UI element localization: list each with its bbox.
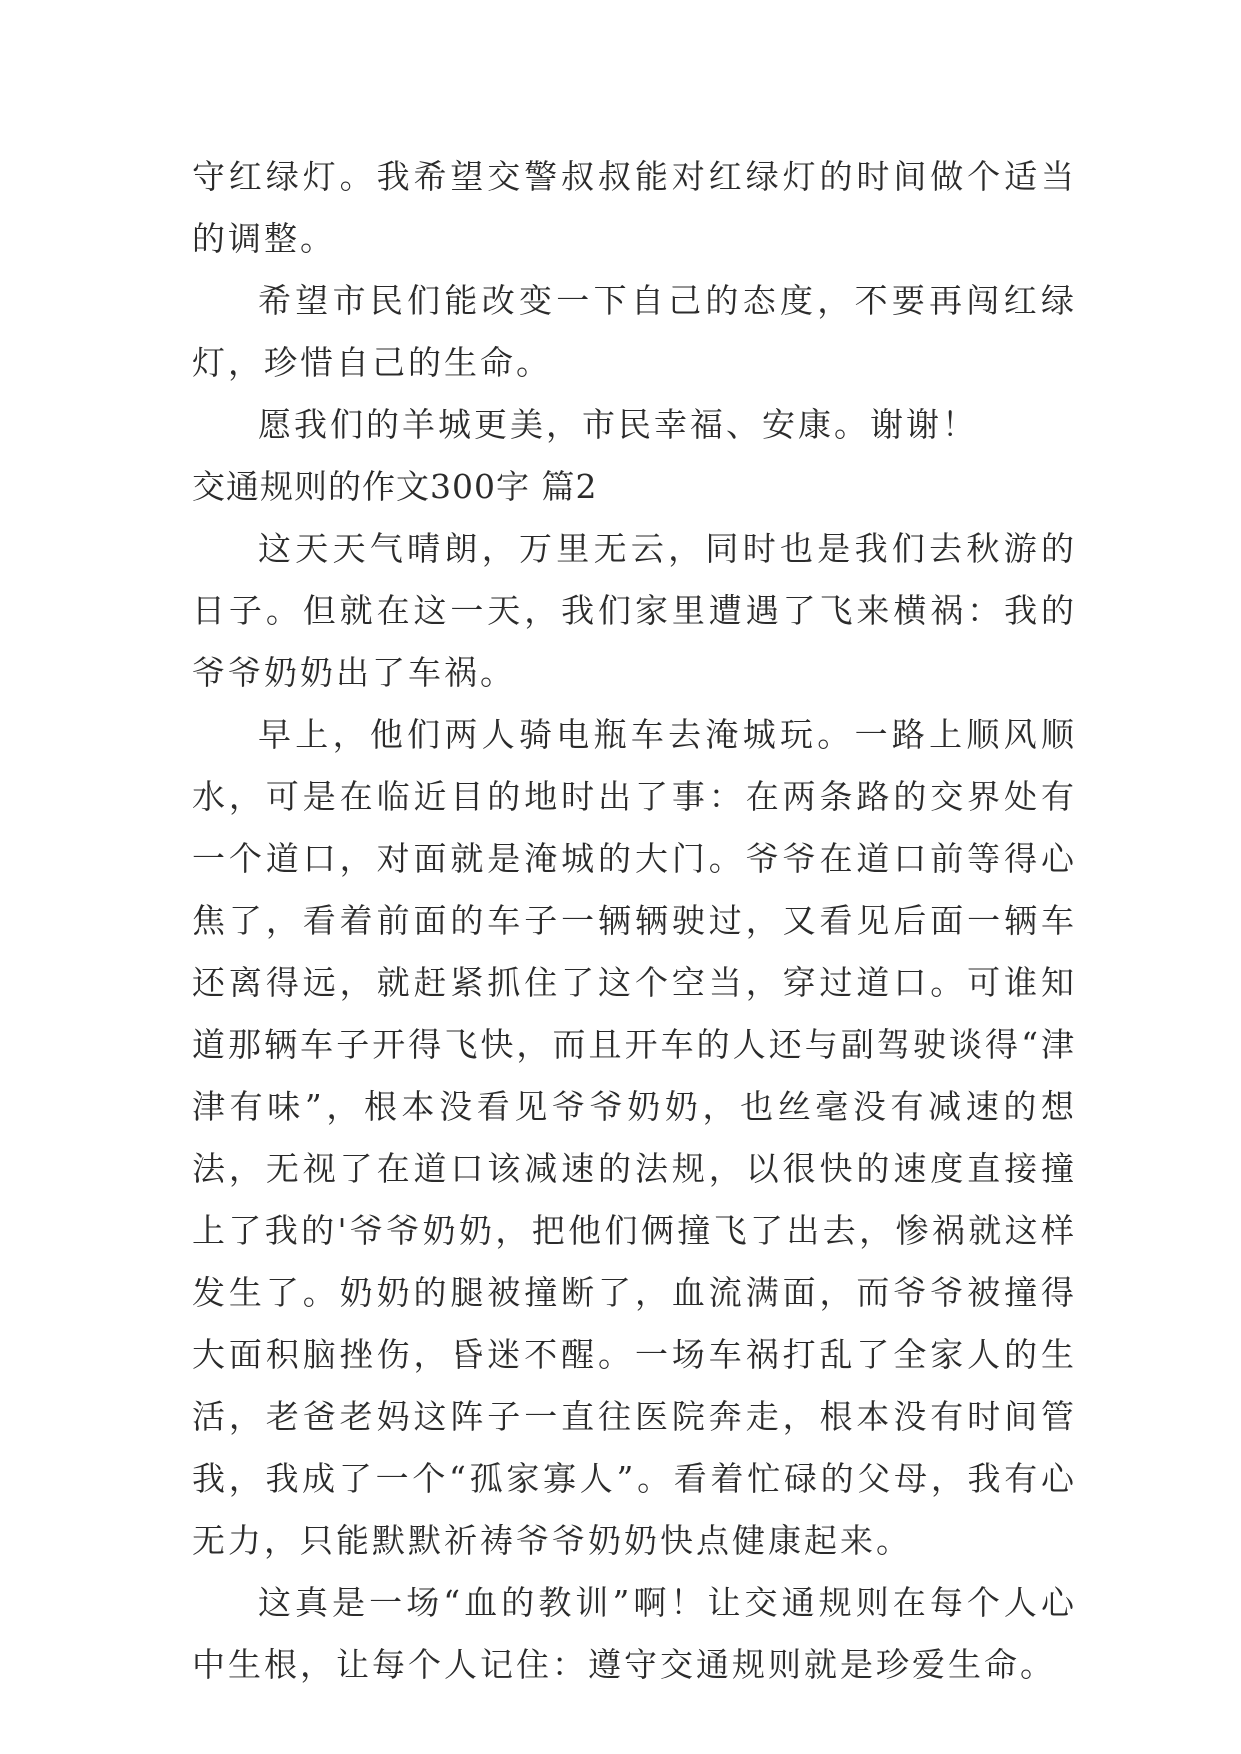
paragraph-continuation: 守红绿灯。我希望交警叔叔能对红绿灯的时间做个适当的调整。: [192, 157, 1077, 258]
section-heading: 交通规则的作文300字 篇2: [192, 467, 598, 506]
paragraph-accident: 早上，他们两人骑电瓶车去淹城玩。一路上顺风顺水，可是在临近目的地时出了事：在两条路的交界处有一个道口，对面就是淹城的大门。爷爷在道口前等得心焦了，看着前面的车子一辆辆驶过，又看见后面一辆车还离得远，就赶紧抓住了这个空当，穿过道口。可谁知道那辆车子开得飞快，而且开车的人还与副驾驶谈得“津津有味”，根本没看见爷爷奶奶，也丝毫没有减速的想法，无视了在道口该减速的法规，以很快的速度直接撞上了我的'爷爷奶奶，把他们俩撞飞了出去，惨祸就这样发生了。奶奶的腿被撞断了，血流满面，而爷爷被撞得大面积脑挫伤，昏迷不醒。一场车祸打乱了全家人的生活，老爸老妈这阵子一直往医院奔走，根本没有时间管我，我成了一个“孤家寡人”。看着忙碌的父母，我有心无力，只能默默祈祷爷爷奶奶快点健康起来。: [192, 715, 1077, 1560]
paragraph-conclusion: 这真是一场“血的教训”啊！让交通规则在每个人心中生根，让每个人记住：遵守交通规则就是珍爱生命。: [192, 1583, 1077, 1684]
paragraph-wish: 愿我们的羊城更美，市民幸福、安康。谢谢！: [258, 405, 978, 444]
document-page: [192, 146, 1077, 1696]
paragraph-intro: 这天天气晴朗，万里无云，同时也是我们去秋游的日子。但就在这一天，我们家里遭遇了飞来横祸：我的爷爷奶奶出了车祸。: [192, 529, 1077, 692]
paragraph-hope: 希望市民们能改变一下自己的态度，不要再闯红绿灯，珍惜自己的生命。: [192, 281, 1077, 382]
